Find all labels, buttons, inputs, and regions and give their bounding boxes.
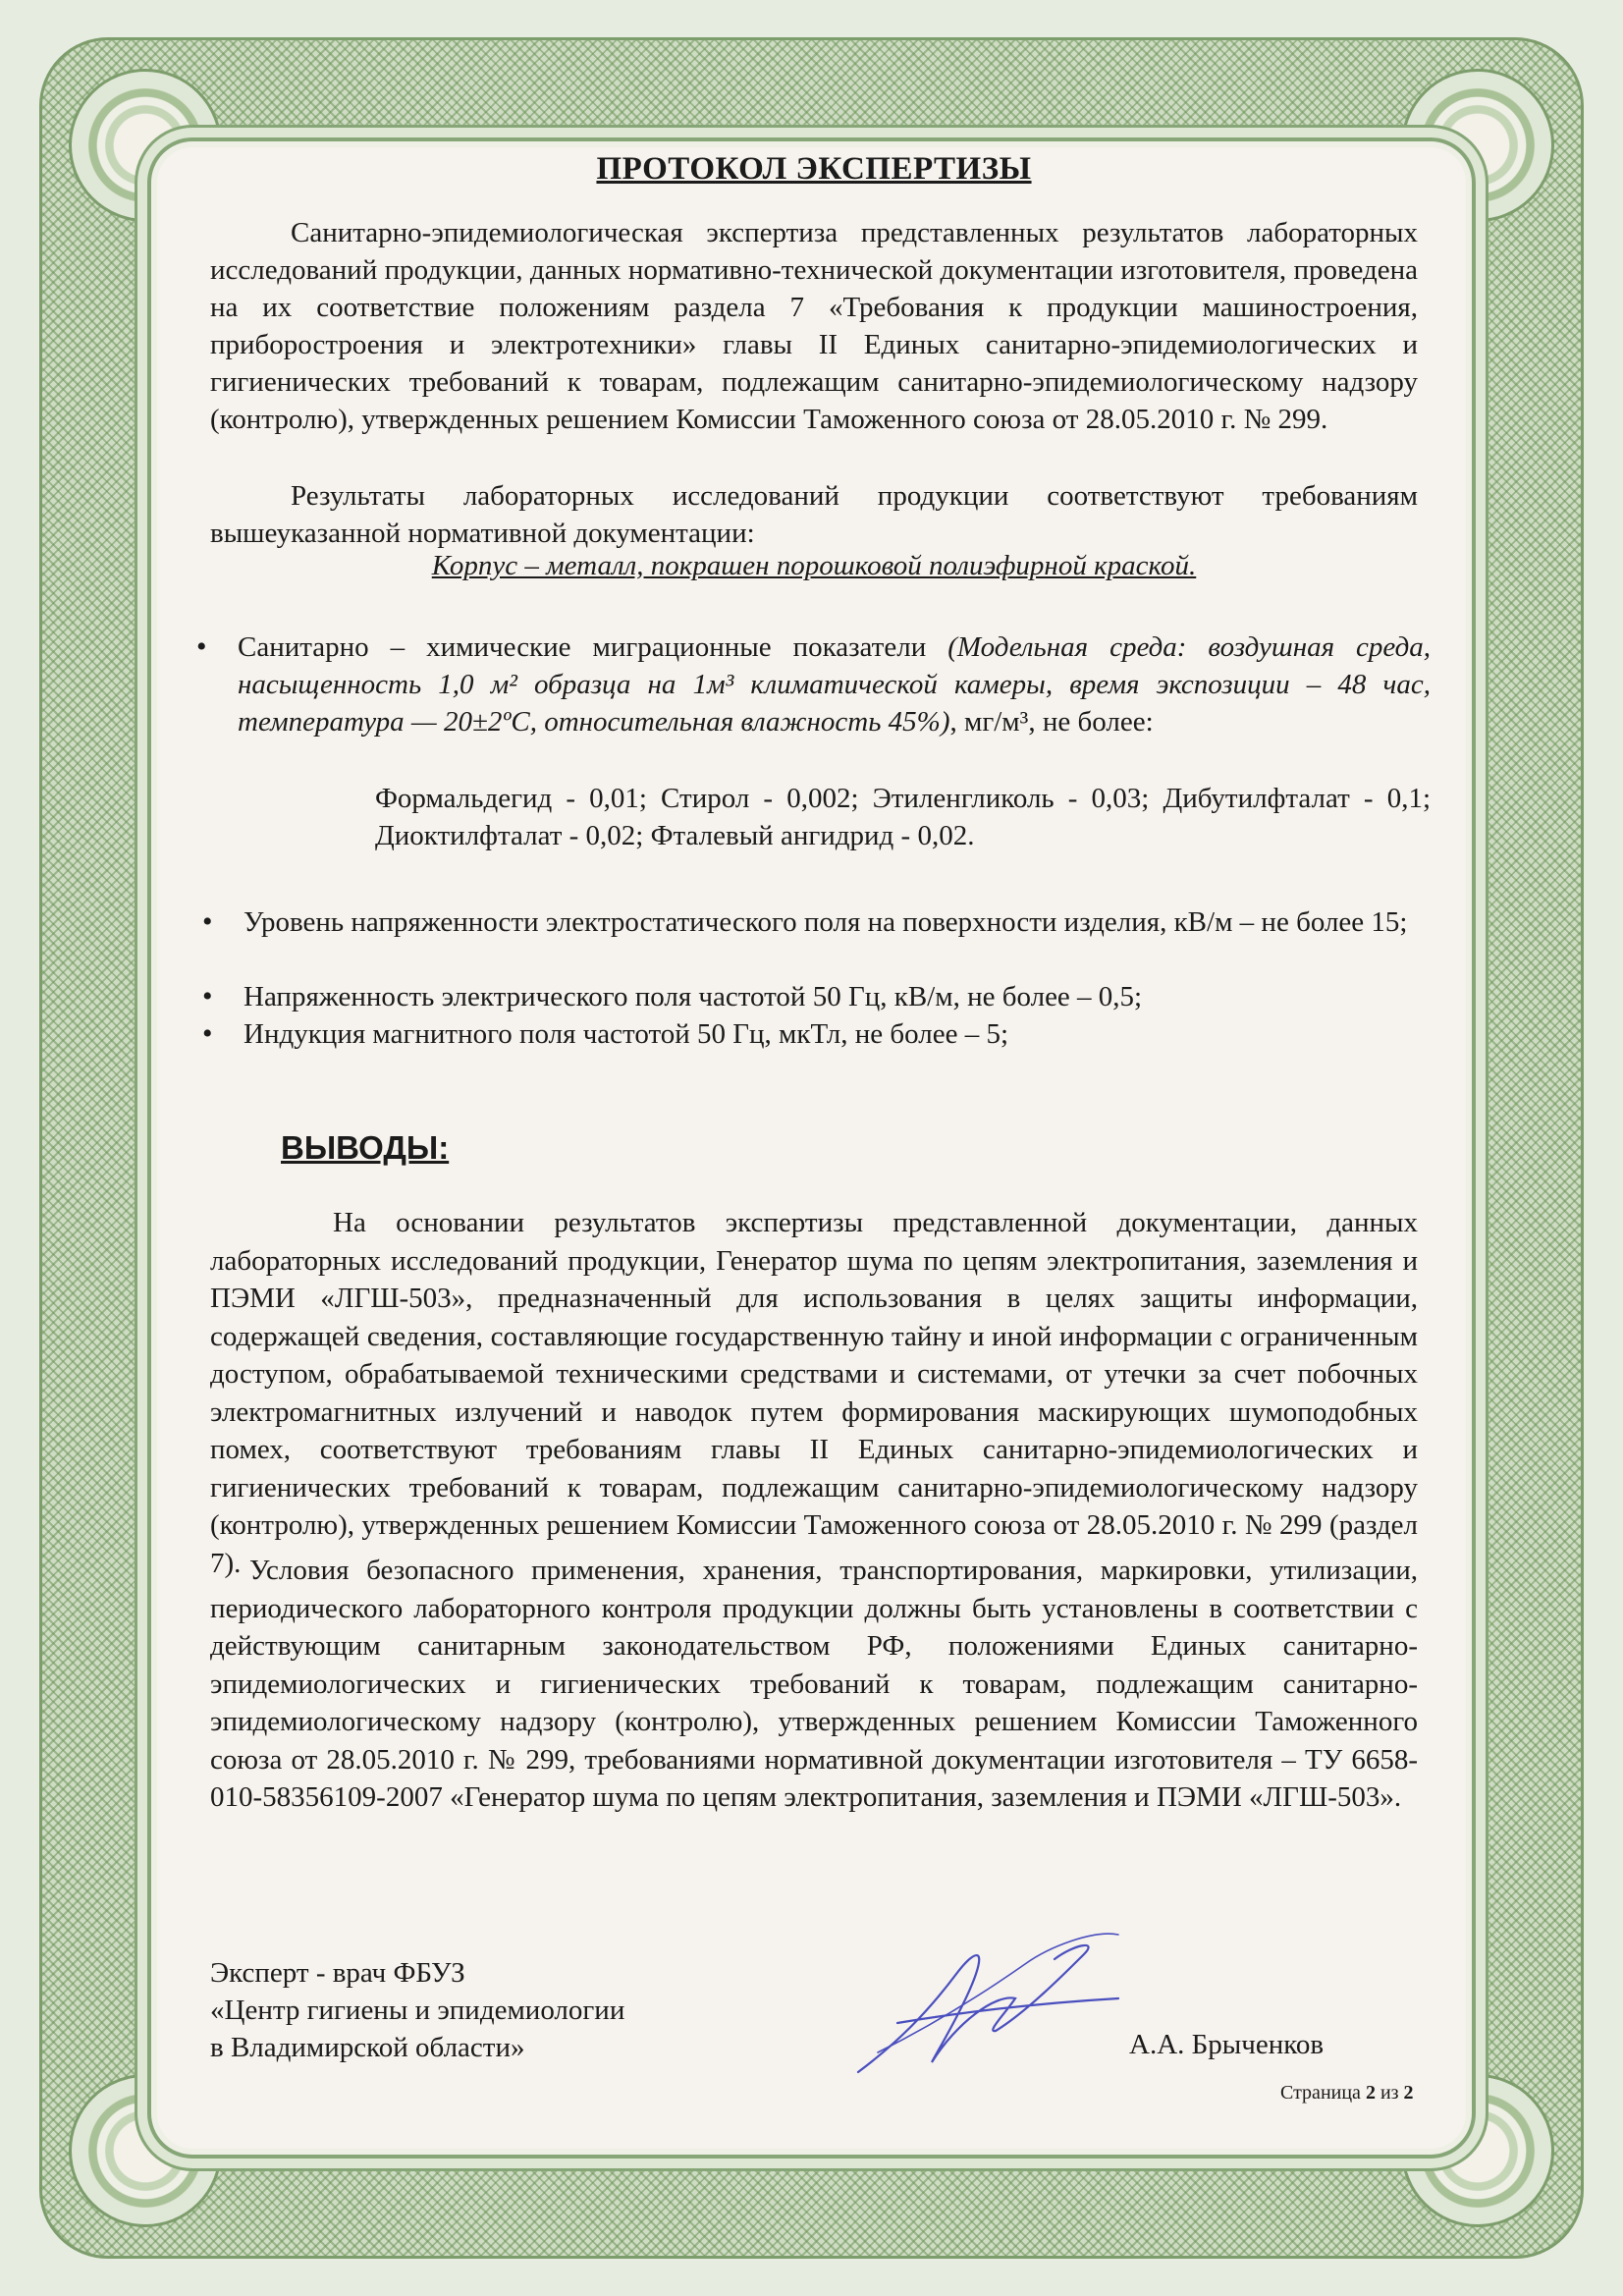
- bullet-electric-field: • Напряженность электрического поля частотой 50 Гц, кВ/м, не более – 0,5;: [243, 978, 1432, 1015]
- page-current: 2: [1365, 2082, 1376, 2104]
- conclusion-paragraph: На основании результатов экспертизы представленной документации, данных лабораторных исследований продукции, Генератор шума по цепям электропитания, заземления и ПЭМИ «ЛГШ-503», предназначенный для использования в целях защиты информации, содержащей сведения, составляющие государственную тайну и иной информации с ограниченным доступом, обрабатываемой техническими средствами и системами, от утечки за счет побочных электромагнитных излучений и наводок путем формирования маскирующих шумоподобных помех, соответствуют требованиям главы II Единых санитарно-эпидемиологических и гигиенических требований к товарам, подлежащим санитарно-эпидемиологическому надзору (контролю), утвержденных решением Комиссии Таможенного союза от 28.05.2010 г. № 299 (раздел 7).: [210, 1207, 1418, 1579]
- conclusions-title: ВЫВОДЫ:: [281, 1129, 450, 1166]
- signer-name: А.А. Брыченков: [1129, 2029, 1325, 2060]
- page-number: [1280, 2082, 1414, 2105]
- document-title: ПРОТОКОЛ ЭКСПЕРТИЗЫ: [596, 151, 1032, 187]
- material-line: Корпус – металл, покрашен порошковой полиэфирной краской.: [431, 550, 1197, 581]
- results-paragraph: Результаты лабораторных исследований продукции соответствуют требованиям вышеуказанной нормативной документации:: [210, 480, 1418, 549]
- bullet-chem-units: , мг/м³, не более:: [949, 706, 1154, 738]
- bullet-chem-conditions: (Модельная среда: воздушная среда, насыщенность 1,0 м² образца на 1м³ климатической камеры, время экспозиции – 48 час, температура — 20±2ºС, относительная влажность 45%): [238, 631, 1431, 738]
- signer-block: [210, 1954, 624, 2066]
- page-of: из: [1380, 2082, 1399, 2104]
- handwritten-signature: [839, 1905, 1133, 2102]
- bullet-chem-lead: Санитарно – химические миграционные показатели: [238, 631, 948, 663]
- signer-line: «Центр гигиены и эпидемиологии: [210, 1995, 625, 2026]
- chem-values: Формальдегид - 0,01; Стирол - 0,002; Этиленгликоль - 0,03; Дибутилфталат - 0,1; Диоктилфталат - 0,02; Фталевый ангидрид - 0,02.: [375, 783, 1431, 851]
- page-total: 2: [1403, 2082, 1414, 2104]
- signer-line: в Владимирской области»: [210, 2032, 525, 2063]
- conditions-paragraph: Условия безопасного применения, хранения, транспортирования, маркировки, утилизации, периодического лабораторного контроля продукции должны быть установлены в соответствии с действующим санитарным законодательством РФ, положениями Единых санитарно-эпидемиологических и гигиенических требований к товарам, подлежащим санитарно-эпидемиологическому надзору (контролю), утвержденных решением Комиссии Таможенного союза от 28.05.2010 г. № 299, требованиями нормативной документации изготовителя – ТУ 6658-010-58356109-2007 «Генератор шума по цепям электропитания, заземления и ПЭМИ «ЛГШ-503».: [210, 1555, 1418, 1813]
- bullet-chem: [238, 629, 1431, 740]
- intro-paragraph: Санитарно-эпидемиологическая экспертиза представленных результатов лабораторных исследований продукции, данных нормативно-технической документации изготовителя, проведена на их соответствие положениям раздела 7 «Требования к продукции машиностроения, приборостроения и электротехники» главы II Единых санитарно-эпидемиологических и гигиенических требований к товарам, подлежащим санитарно-эпидемиологическому надзору (контролю), утвержденных решением Комиссии Таможенного союза от 28.05.2010 г. № 299.: [210, 217, 1418, 435]
- signer-line: Эксперт - врач ФБУЗ: [210, 1957, 465, 1989]
- page-label: Страница: [1280, 2082, 1361, 2104]
- bullet-electrostatic: • Уровень напряженности электростатического поля на поверхности изделия, кВ/м – не более 15;: [243, 903, 1432, 941]
- bullet-magnetic-field: • Индукция магнитного поля частотой 50 Гц, мкТл, не более – 5;: [243, 1015, 1432, 1053]
